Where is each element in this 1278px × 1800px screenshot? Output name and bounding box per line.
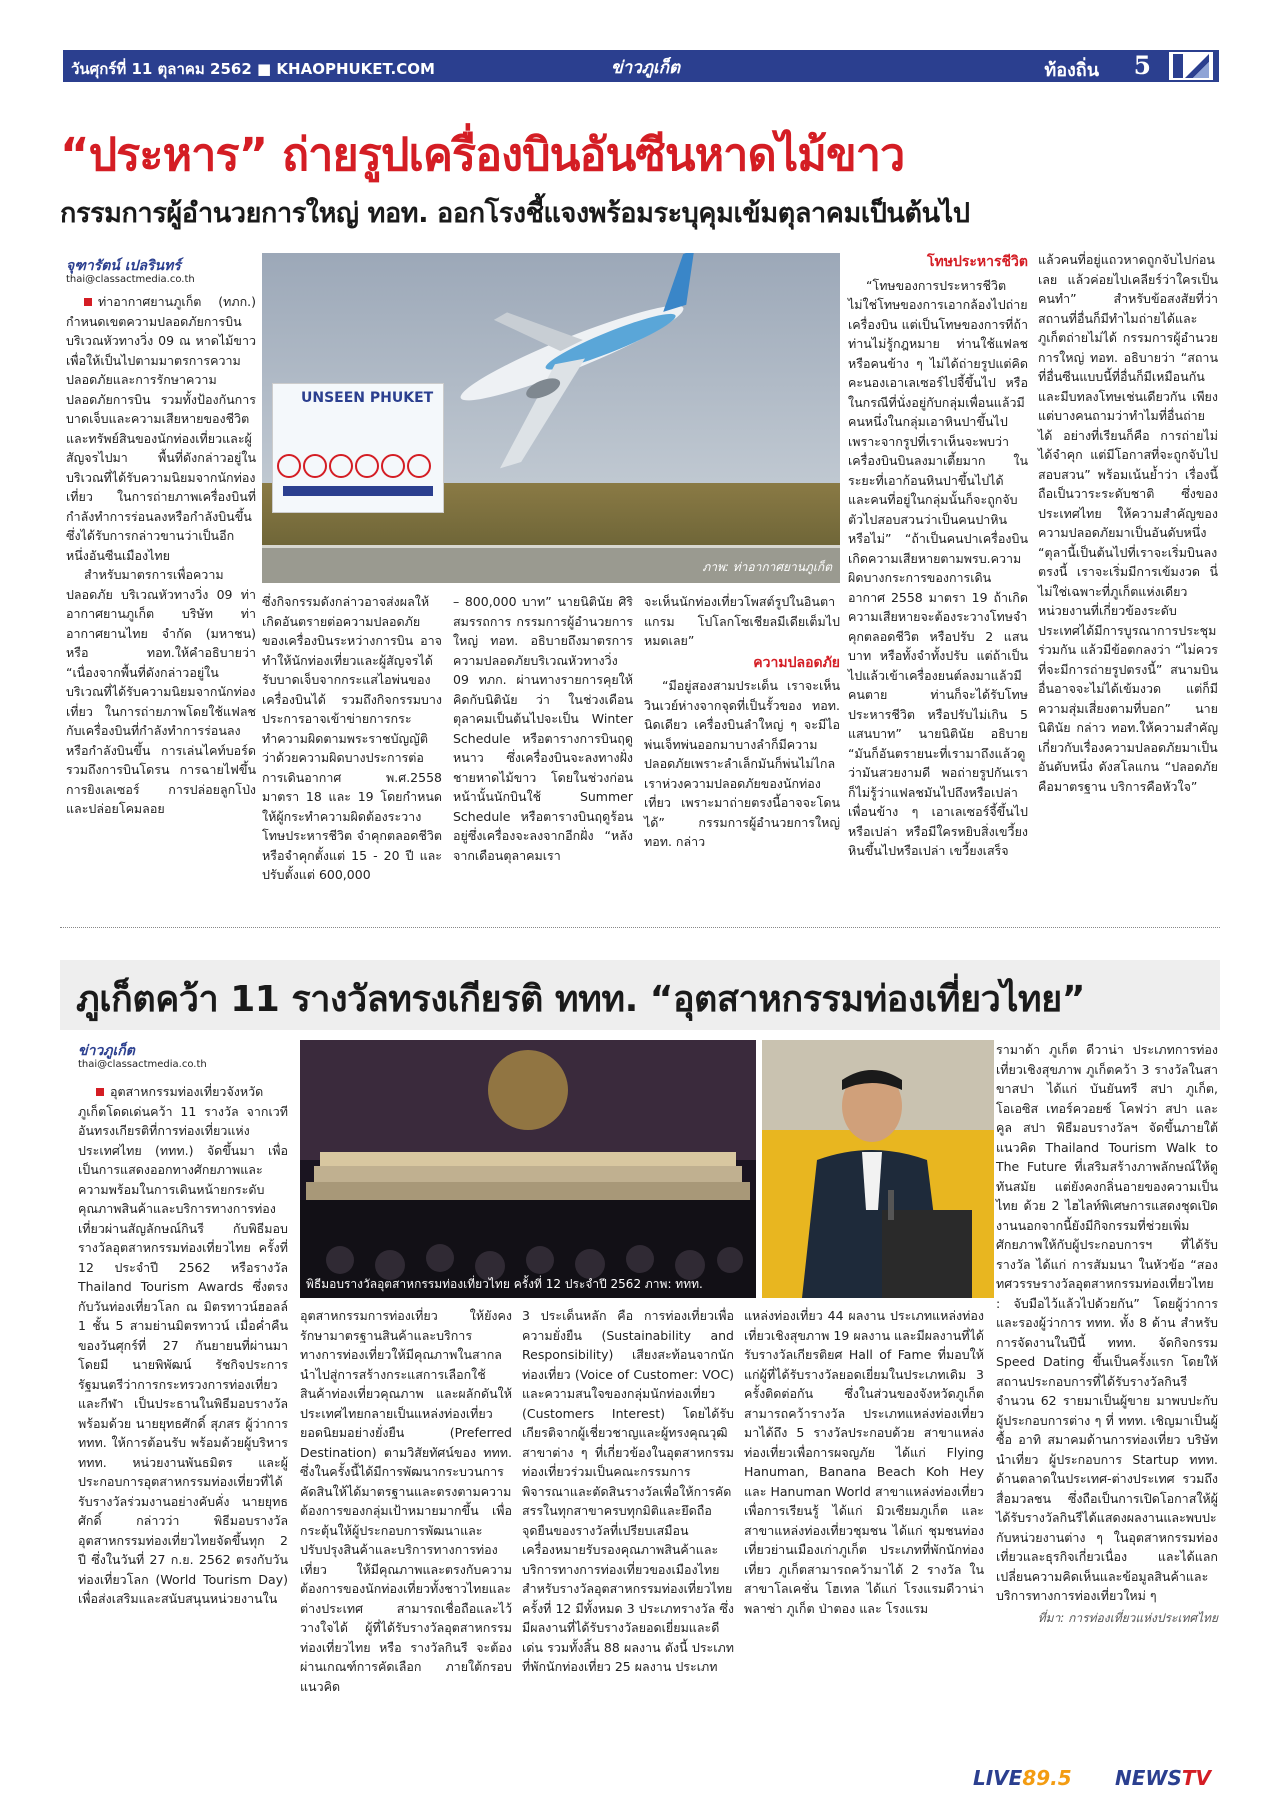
article2-column-5 xyxy=(996,1040,1218,1628)
airplane-photo xyxy=(262,253,840,583)
article1-column-2 xyxy=(262,592,442,885)
article1-col6-text: แล้วคนที่อยู่แถวหาดถูกจับไปก่อน เลย แล้วค่อยไปเคลียร์ว่าใครเป็นคนทำ” สำหรับข้อสงสัยที่ว่า สถานที่อื่นก็มีทำไมถ่ายได้และภูเก็ตถ่ายไม่ได้ กรรมการผู้อำนวยการใหญ่ ทอท. อธิบายว่า “สถานที่อื่นซีนแบบนี้ที่อื่นก็มีเหมือนกัน และมีบทลงโทษเช่นเดียวกัน เพียงแต่บางคนถามว่าทำไมที่อื่นถ่ายได้ อย่างที่เรียนก็คือ การถ่ายไม่ได้จำคุก แต่มีโอกาสที่จะถูกจับไปสอบสวน” พร้อมเน้นย้ำว่า เรื่องนี้ถือเป็นวาระระดับชาติ ซึ่งของประเทศไทย ให้ความสำคัญของความปลอดภัยมาเป็นอันดับหนึ่ง “ตุลานี้เป็นต้นไปที่เราจะเริ่มบินลงตรงนี้ เราจะเริ่มมีการเข้มงวด นี่ไม่ใช่เฉพาะที่ภูเก็ตแห่งเดียว หน่วยงานที่เกี่ยวข้องระดับประเทศได้มีการบูรณาการประชุมร่วมกัน แล้วมีข้อตกลงว่า “ไม่ควรที่จะมีการถ่ายรูปตรงนี้” สนามบินอื่นอาจจะไม่ได้เข้มงวด แต่ก็มีความสุ่มเสี่ยงตามที่บอก” นายนิตินัย กล่าว ทอท.ให้ความสำคัญเกี่ยวกับเรื่องความปลอดภัยมาเป็นอันดับหนึ่ง ดังสโลแกน “ปลอดภัยคือมาตรฐาน บริการคือหัวใจ” xyxy=(1038,252,1218,794)
footer-radio-label: LIVE xyxy=(973,1766,1023,1790)
header-section: ท้องถิ่น xyxy=(1044,60,1099,81)
article1-column-5 xyxy=(848,250,1028,861)
header-date-site: วันศุกร์ที่ 11 ตุลาคม 2562 ■ KHAOPHUKET.COM xyxy=(71,60,435,78)
article2-column-2 xyxy=(300,1306,512,1696)
no-activity-icon xyxy=(273,406,443,502)
article1-col4b-text: “มีอยู่สองสามประเด็น เราจะเห็นวินเวย์ห่างจากจุดที่เป็นรั้วของ ทอท. นิดเดียว เครื่องบินลำใหญ่ ๆ จะมีไอพ่นเจ็ทพ่นออกมาบางลำก็มีความปลอดภัยเพราะลำเล็กมันก็พ่นไม่ไกล เราห่วงความปลอดภัยของนักท่องเที่ยว เพราะมาถ่ายตรงนี้อาจจะโดนได้” กรรมการผู้อำนวยการใหญ่ ทอท. กล่าว xyxy=(644,678,840,849)
speaker-photo xyxy=(762,1040,994,1298)
article1-col3-text: – 800,000 บาท” นายนิตินัย ศิริสมรรถการ กรรมการผู้อำนวยการใหญ่ ทอท. อธิบายถึงมาตรการความปลอดภัยบริเวณหัวทางวิ่ง 09 ทภก. ผ่านทางรายการคุยให้คิดกับนิตินัย ว่า ในช่วงเดือนตุลาคมเป็นต้นไปจะเป็น Winter Schedule หรือตารางการบินฤดูหนาว ซึ่งเครื่องบินจะลงทางฝั่งชายหาดไม้ขาว โดยในช่วงก่อนหน้านั้นนักบินใช้ Summer Schedule หรือตารางบินฤดูร้อนอยู่ซึ่งเครื่องจะลงจากอีกฝั่ง “หลังจากเดือนตุลาคมเรา xyxy=(453,594,633,863)
unseen-inset xyxy=(272,383,444,513)
page-header xyxy=(63,50,1219,82)
header-logo: ข่าวภูเก็ต xyxy=(611,58,681,78)
page-number: 5 xyxy=(1133,51,1151,80)
section-divider xyxy=(60,927,1220,928)
article2-column-3 xyxy=(522,1306,734,1677)
subhead-death-penalty: โทษประหารชีวิต xyxy=(927,254,1028,270)
inset-title: UNSEEN PHUKET xyxy=(301,390,434,406)
airplane-photo-caption: ภาพ: ท่าอากาศยานภูเก็ต xyxy=(702,560,832,574)
article2-col2-text: อุตสาหกรรมการท่องเที่ยว ให้ยังคงรักษามาตรฐานสินค้าและบริการทางการท่องเที่ยวให้มีคุณภาพในสากล นำไปสู่การสร้างกระแสการเลือกใช้สินค้าท่องเที่ยวคุณภาพ และผลักดันให้ประเทศไทยกลายเป็นแหล่งท่องเที่ยวยอดนิยมอย่างยั่งยืน (Preferred Destination) ตามวิสัยทัศน์ของ ททท. ซึ่งในครั้งนี้ได้มีการพัฒนากระบวนการคัดสินให้ได้มาตรฐานและตรงตามความต้องการของกลุ่มเป้าหมายมากขึ้น เพื่อกระตุ้นให้ผู้ประกอบการพัฒนาและปรับปรุงสินค้าและบริการทางการท่องเที่ยว ให้มีคุณภาพและตรงกับความต้องการของนักท่องเที่ยวทั้งชาวไทยและต่างประเทศ สามารถเชื่อถือและไว้วางใจได้ ผู้ที่ได้รับรางวัลอุตสาหกรรมท่องเที่ยวไทย หรือ รางวัลกินรี จะต้องผ่านเกณฑ์การคัดเลือก ภายใต้กรอบแนวคิด xyxy=(300,1308,512,1694)
article1-col1b-text: สำหรับมาตรการเพื่อความปลอดภัย บริเวณหัวทางวิ่ง 09 ท่าอากาศยานภูเก็ต บริษัท ท่าอากาศยานไทย จำกัด (มหาชน) หรือ ทอท.ให้คำอธิบายว่า “เนื่องจากพื้นที่ดังกล่าวอยู่ในบริเวณที่ได้รับความนิยมจากนักท่องเที่ยว ในการถ่ายภาพโดยใช้แฟลชกับเครื่องบินที่กำลังทำการร่อนลงหรือกำลังบินขึ้น การเล่นไคท์บอร์ด รวมถึงการบินโดรน การฉายไฟขึ้น การยิงเลเซอร์ การปล่อยลูกโป่ง และปล่อยโคมลอย xyxy=(66,567,256,816)
lead-marker-icon xyxy=(84,298,92,306)
corner-logo-icon xyxy=(1169,52,1213,80)
article2-author: ข่าวภูเก็ต xyxy=(78,1043,135,1059)
article1-col5-text: “โทษของการประหารชีวิต ไม่ใช่โทษของการเอากล้องไปถ่ายเครื่องบิน แต่เป็นโทษของการที่ถ้าท่านไม่รู้กฎหมาย ท่านใช้แฟลชหรือคนข้าง ๆ ไม่ได้ถ่ายรูปแต่คิดคะนองเอาเลเซอร์ไปจี้ขึ้นไป หรือในกรณีที่นั่งอยู่กับกลุ่มเพื่อนแล้วมีคนหนึ่งในกลุ่มเอาหินปาขึ้นไป เพราะจากรูปที่เราเห็นจะพบว่าเครื่องบินบินลงมาเตี้ยมาก ในระยะที่เอาก้อนหินปาขึ้นไปได้ และคนที่อยู่ในกลุ่มนั้นก็จะถูกจับตัวไปสอบสวนว่าเป็นคนปาหินหรือไม่” “ถ้าเป็นคนปาเครื่องบินเกิดความเสียหายตามพรบ.ความผิดบางกระการของการเดินอากาศ 2558 มาตรา 19 ถ้าเกิดความเสียหายจะต้องระวางโทษจำคุกตลอดชีวิต หรือปรับ 2 แสนบาท หรือทั้งจำทั้งปรับ แต่ถ้าเป็นไปแล้วเข้าเครื่องยนต์ลงมาแล้วมีคนตาย ท่านก็จะได้รับโทษประหารชีวิต หรือปรับไม่เกิน 5 แสนบาท” นายนิตินัย อธิบาย “มันก็อันตรายนะที่เรามาถึงแล้วดูว่ามันสวยงามดี พอถ่ายรูปกันเราก็ไม่รู้ว่าแฟลชมันไปถึงหรือเปล่า เพื่อนข้าง ๆ เอาเลเซอร์จี้ขึ้นไปหรือเปล่า หรือมีใครหยิบสิ่งเขวี้ยงหินขึ้นไปหรือเปล่า เขวี้ยงเสร็จ xyxy=(848,277,1028,858)
award-ceremony-photo xyxy=(300,1040,756,1298)
footer-news-tv-logo xyxy=(1115,1766,1211,1790)
footer-radio-logo xyxy=(973,1766,1072,1790)
article1-column-3 xyxy=(453,592,633,865)
article1-column-6 xyxy=(1038,250,1218,796)
article2-column-1 xyxy=(78,1082,288,1609)
article1-column-4 xyxy=(644,592,840,852)
article1-col2-text: ซึ่งกิจกรรมดังกล่าวอาจส่งผลให้เกิดอันตรายต่อความปลอดภัยของเครื่องบินระหว่างการบิน อาจทำให้นักท่องเที่ยวและผู้สัญจรได้รับบาดเจ็บจากกระแสไอพ่นของเครื่องบินได้ รวมถึงกิจกรรมบางประการอาจเข้าข่ายการกระทำความผิดตามพระราชบัญญัติ ว่าด้วยความผิดบางประการต่อการเดินอากาศ พ.ศ.2558 มาตรา 18 และ 19 โดยกำหนดให้ผู้กระทำความผิดต้องระวางโทษประหารชีวิต จำคุกตลอดชีวิต หรือจำคุกตั้งแต่ 15 - 20 ปี และปรับตั้งแต่ 600,000 xyxy=(262,594,442,882)
article2-col1-text: อุตสาหกรรมท่องเที่ยวจังหวัดภูเก็ตโดดเด่นคว้า 11 รางวัล จากเวทีอันทรงเกียรติที่การท่องเที่ยวแห่งประเทศไทย (ททท.) จัดขึ้นมา เพื่อเป็นการแสดงออกทางศักยภาพและความพร้อมในการเดินหน้ายกระดับคุณภาพสินค้าและบริการทางการท่องเที่ยวผ่านสัญลักษณ์กินรี กับพิธีมอบรางวัลอุตสาหกรรมท่องเที่ยวไทย ครั้งที่ 12 ประจำปี 2562 หรือรางวัล Thailand Tourism Awards ซึ่งตรงกับวันท่องเที่ยวโลก ณ มิตรทาวน์ฮอลล์ 1 ชั้น 5 สามย่านมิตรทาวน์ เมื่อค่ำคืนของวันศุกร์ที่ 27 กันยายนที่ผ่านมา โดยมี นายพิพัฒน์ รัชกิจประการ รัฐมนตรีว่าการกระทรวงการท่องเที่ยวและกีฬา เป็นประธานในพิธีมอบรางวัล พร้อมด้วย นายยุทธศักดิ์ สุภสร ผู้ว่าการ ททท. ให้การต้อนรับ พร้อมด้วยผู้บริหาร ททท. หน่วยงานพันธมิตร และผู้ประกอบการอุตสาหกรรมท่องเที่ยวที่ได้รับรางวัลร่วมงานอย่างคับคั่ง นายยุทธศักดิ์ กล่าวว่า พิธีมอบรางวัลอุตสาหกรรมท่องเที่ยวไทยจัดขึ้นทุก 2 ปี ซึ่งในวันที่ 27 ก.ย. 2562 ตรงกับวันท่องเที่ยวโลก (World Tourism Day) เพื่อส่งเสริมและสนับสนุนหน่วยงานใน xyxy=(78,1084,288,1606)
article2-source: ที่มา: การท่องเที่ยวแห่งประเทศไทย xyxy=(1037,1610,1218,1625)
article2-headline: ภูเก็ตคว้า 11 รางวัลทรงเกียรติ ททท. “อุตสาหกรรมท่องเที่ยวไทย” xyxy=(76,979,1085,1020)
article1-email: thai@classactmedia.co.th xyxy=(66,274,195,285)
subhead-safety: ความปลอดภัย xyxy=(753,654,840,671)
article2-col3-text: 3 ประเด็นหลัก คือ การท่องเที่ยวเพื่อความยั่งยืน (Sustainability and Responsibility) เสียงสะท้อนจากนักท่องเที่ยว (Voice of Customer: VOC) และความสนใจของกลุ่มนักท่องเที่ยว (Customers Interest) โดยได้รับเกียรติจากผู้เชี่ยวชาญและผู้ทรงคุณวุฒิสาขาต่าง ๆ ที่เกี่ยวข้องในอุตสาหกรรมท่องเที่ยวร่วมเป็นคณะกรรมการพิจารณาและตัดสินรางวัลเพื่อให้การคัดสรรในทุกสาขาครบทุกมิติและยึดถือจุดยืนของรางวัลที่เปรียบเสมือนเครื่องหมายรับรองคุณภาพสินค้าและบริการทางการท่องเที่ยวของเมืองไทย สำหรับรางวัลอุตสาหกรรมท่องเที่ยวไทย ครั้งที่ 12 มีทั้งหมด 3 ประเภทรางวัล ซึ่งมีผลงานที่ได้รับรางวัลยอดเยี่ยมและดีเด่น รวมทั้งสิ้น 88 ผลงาน ดังนี้ ประเภทที่พักนักท่องเที่ยว 25 ผลงาน ประเภท xyxy=(522,1308,734,1674)
article2-email: thai@classactmedia.co.th xyxy=(78,1059,207,1070)
article1-col4a-text: จะเห็นนักท่องเที่ยวโพสต์รูปในอินตาแกรม โปโลกโซเชียลมีเดียเต็มไปหมดเลย” xyxy=(644,594,840,648)
article1-column-1 xyxy=(66,292,256,819)
article2-col5-text: รามาด้า ภูเก็ต ดีวาน่า ประเภทการท่องเที่ยวเชิงสุขภาพ ภูเก็ตคว้า 3 รางวัลในสาขาสปา ได้แก่ บันยันทรี สปา ภูเก็ต, โอเอซิส เทอร์ควอยซ์ โคฟว่า สปา และ คูล สปา พิธีมอบรางวัลฯ จัดขึ้นภายใต้แนวคิด Thailand Tourism Walk to The Future ที่เสริมสร้างภาพลักษณ์ให้ดูทันสมัย แต่ยังคงกลิ่นอายของความเป็นไทย ด้วย 2 ไฮไลท์พิเศษการแสดงชุดเปิดงานนอกจากนี้ยังมีกิจกรรมที่ช่วยเพิ่มศักยภาพให้กับผู้ประกอบการฯ ที่ได้รับรางวัล ได้แก่ การสัมมนา ในหัวข้อ “สองทศวรรษรางวัลอุตสาหกรรมท่องเที่ยวไทย : จับมือไว้แล้วไปด้วยกัน” โดยผู้ว่าการและรองผู้ว่าการ ททท. ทั้ง 8 ด้าน สำหรับการจัดงานในปีนี้ ททท. จัดกิจกรรม Speed Dating ขึ้นเป็นครั้งแรก โดยให้สถานประกอบการที่ได้รับรางวัลกินรีจำนวน 62 รายมาเป็นผู้ขาย มาพบปะกับผู้ประกอบการต่าง ๆ ที่ ททท. เชิญมาเป็นผู้ซื้อ อาทิ สมาคมด้านการท่องเที่ยว บริษัทนำเที่ยว ผู้ประกอบการ Startup ททท. ด้านตลาดในประเทศ-ต่างประเทศ รวมถึงสื่อมวลชน ซึ่งถือเป็นการเปิดโอกาสให้ผู้ได้รับรางวัลกินรีได้แสดงผลงานและพบปะกับหน่วยงานต่าง ๆ ในอุตสาหกรรมท่องเที่ยวและธุรกิจเกี่ยวเนื่อง และได้แลกเปลี่ยนความคิดเห็นและข้อมูลสินค้าและบริการทางการท่องเที่ยวใหม่ ๆ xyxy=(996,1042,1218,1603)
article2-column-4 xyxy=(744,1306,984,1618)
article1-author: จุฑารัตน์ เปลรินทร์ xyxy=(66,258,181,274)
article2-col4-text: แหล่งท่องเที่ยว 44 ผลงาน ประเภทแหล่งท่องเที่ยวเชิงสุขภาพ 19 ผลงาน และมีผลงานที่ได้รับรางวัลเกียรติยศ Hall of Fame ที่มอบให้แก่ผู้ที่ได้รับรางวัลยอดเยี่ยมในประเภทเดิม 3 ครั้งติดต่อกัน ซึ่งในส่วนของจังหวัดภูเก็ต สามารถคว้ารางวัล ประเภทแหล่งท่องเที่ยว มาได้ถึง 5 รางวัลประกอบด้วย สาขาแหล่งท่องเที่ยวเพื่อการผจญภัย ได้แก่ Flying Hanuman, Banana Beach Koh Hey และ Hanuman World สาขาแหล่งท่องเที่ยวเพื่อการเรียนรู้ ได้แก่ มิวเซียมภูเก็ต และสาขาแหล่งท่องเที่ยวชุมชน ได้แก่ ชุมชนท่องเที่ยวย่านเมืองเก่าภูเก็ต ประเภทที่พักนักท่องเที่ยว ภูเก็ตสามารถคว้ามาได้ 2 รางวัล ในสาขาโลเคชั่น โฮเทล ได้แก่ โรงแรมดีวาน่า พลาซ่า ภูเก็ต ป่าตอง และ โรงแรม xyxy=(744,1308,984,1616)
lead-marker-icon xyxy=(96,1088,104,1096)
footer-tv-label: TV xyxy=(1181,1766,1211,1790)
article1-subhead: กรรมการผู้อำนวยการใหญ่ ทอท. ออกโรงชี้แจงพร้อมระบุคุมเข้มตุลาคมเป็นต้นไป xyxy=(60,198,970,229)
footer-news-label: NEWS xyxy=(1115,1766,1182,1790)
award-photo-caption: พิธีมอบรางวัลอุตสาหกรรมท่องเที่ยวไทย ครั้งที่ 12 ประจำปี 2562 ภาพ: ททท. xyxy=(306,1277,703,1291)
article1-headline: “ประหาร” ถ่ายรูปเครื่องบินอันซีนหาดไม้ขาว xyxy=(60,128,905,181)
article1-col1-text: ท่าอากาศยานภูเก็ต (ทภก.) กำหนดเขตความปลอดภัยการบินบริเวณหัวทางวิ่ง 09 ณ หาดไม้ขาว เพื่อให้เป็นไปตามมาตรการความปลอดภัยและการรักษาความปลอดภัยการบิน รวมทั้งป้องกันการบาดเจ็บและความเสียหายของชีวิต และทรัพย์สินของนักท่องเที่ยวและผู้สัญจรไปมา พื้นที่ดังกล่าวอยู่ในบริเวณที่ได้รับความนิยมจากนักท่องเที่ยว ในการถ่ายภาพเครื่องบินที่กำลังทำการร่อนลงหรือกำลังบินขึ้น ซึ่งได้รับการกล่าวขานว่าเป็นอีกหนึ่งอันซีนเมืองไทย xyxy=(66,294,256,563)
footer-radio-freq: 89.5 xyxy=(1022,1766,1072,1790)
